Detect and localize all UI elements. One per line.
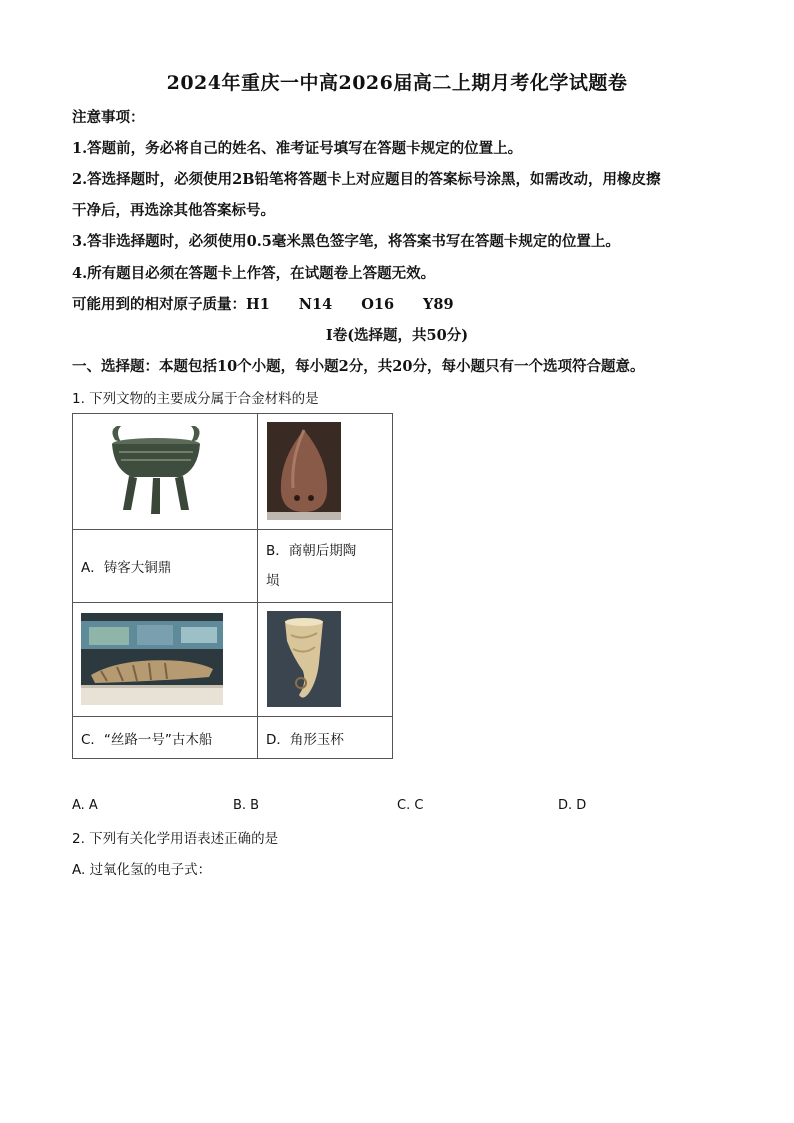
wooden-ship-image-cell xyxy=(73,603,258,717)
option-d-label: D．角形玉杯 xyxy=(266,731,344,748)
exam-title: 2024年重庆一中高2026届高二上期月考化学试题卷 xyxy=(166,72,628,94)
option-d-label-cell xyxy=(258,717,393,759)
notice-item-2-cont: 干净后，再选涂其他答案标号。 xyxy=(72,202,275,219)
option-b-label-cell xyxy=(258,530,393,603)
q1-option-c: C. C xyxy=(397,798,424,813)
q2-stem: 2. 下列有关化学用语表述正确的是 xyxy=(72,831,279,847)
bronze-ding-image-cell xyxy=(73,414,258,530)
atomic-mass-line: 可能用到的相对原子质量：H1 N14 O16 Y89 xyxy=(72,296,454,313)
jade-horn-cup-image-cell xyxy=(258,603,393,717)
pottery-xun-image-cell xyxy=(258,414,393,530)
notice-heading: 注意事项： xyxy=(72,109,145,126)
q1-artifact-table xyxy=(72,413,393,759)
q1-answer-options xyxy=(72,798,732,818)
option-a-label: A．铸客大铜鼎 xyxy=(81,560,172,576)
jade-horn-cup-image xyxy=(267,611,341,707)
notice-item-4: 4.所有题目必须在答题卡上作答，在试题卷上答题无效。 xyxy=(72,265,436,282)
option-b-label-line2: 埙 xyxy=(266,573,280,589)
option-b-label-line1: B．商朝后期陶 xyxy=(266,543,357,559)
section-title: Ⅰ卷(选择题，共50分) xyxy=(325,327,469,344)
notice-item-1: 1.答题前，务必将自己的姓名、准考证号填写在答题卡规定的位置上。 xyxy=(72,140,523,157)
option-a-label-cell xyxy=(73,530,258,603)
option-c-label: C．“丝路一号”古木船 xyxy=(81,731,213,748)
wooden-ship-image xyxy=(81,613,223,705)
q1-option-d: D. D xyxy=(558,798,587,813)
option-c-label-cell xyxy=(73,717,258,759)
q2-option-a: A. 过氧化氢的电子式： xyxy=(72,862,212,878)
pottery-xun-image xyxy=(267,422,341,520)
bronze-ding-image xyxy=(87,422,227,520)
q1-option-a: A. A xyxy=(72,798,98,813)
part-one-heading: 一、选择题：本题包括10个小题，每小题2分，共20分，每小题只有一个选项符合题意。 xyxy=(72,358,645,375)
notice-item-3: 3.答非选择题时，必须使用0.5毫米黑色签字笔，将答案书写在答题卡规定的位置上。 xyxy=(72,233,620,250)
q1-stem: 1. 下列文物的主要成分属于合金材料的是 xyxy=(72,391,319,407)
q1-option-b: B. B xyxy=(233,798,260,813)
notice-item-2: 2.答选择题时，必须使用2B铅笔将答题卡上对应题目的答案标号涂黑，如需改动，用橡皮擦 xyxy=(72,171,661,188)
